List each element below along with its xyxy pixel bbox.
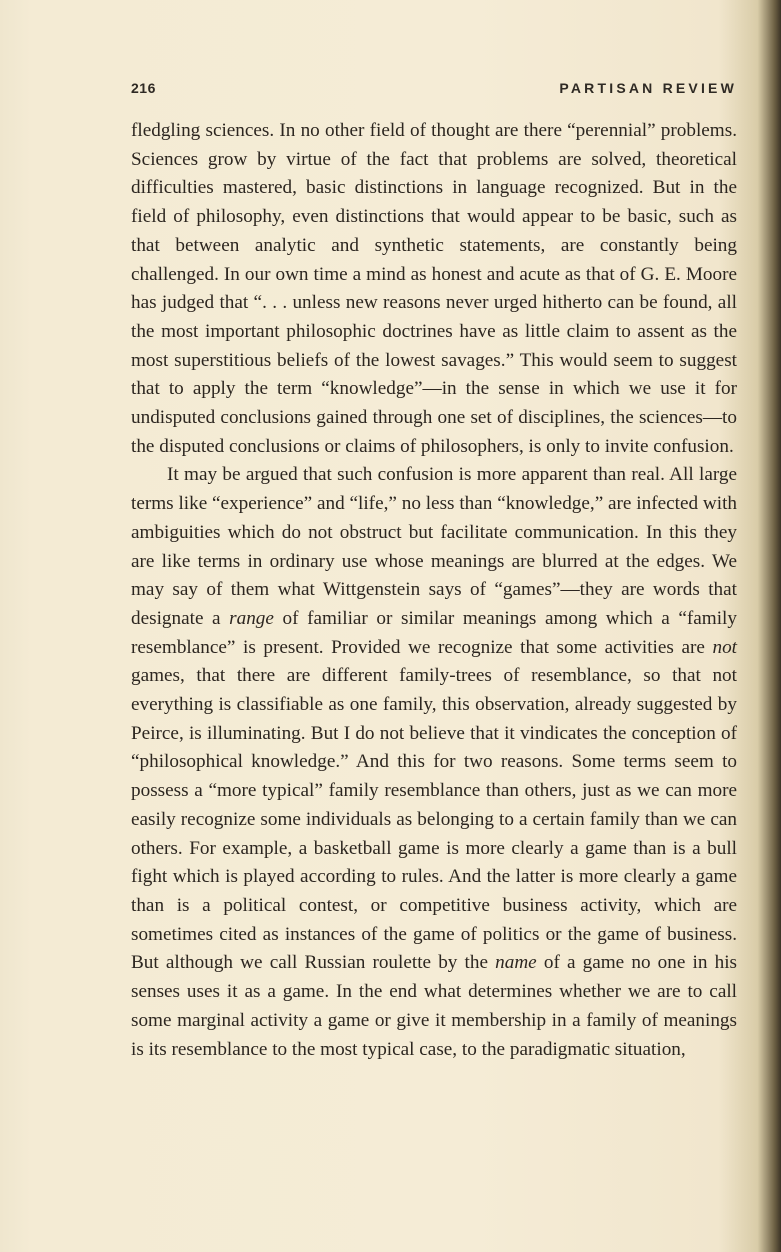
paragraph-1 xyxy=(131,117,737,461)
paragraph-text: games, that there are different family-trees of resemblance, so that not everything is classifiable as one family, this observation, already suggested by Peirce, is illuminating. But I do not believe that it vindicates the conception of “philosophical knowledge.” And this for two reasons. Some terms seem to possess a “more typical” family resemblance than others, just as we can more easily recognize some individuals as belonging to a certain family than we can others. For example, a basketball game is more clearly a game than is a bull fight which is played according to rules. And the latter is more clearly a game than is a political contest, or competitive business activity, which are sometimes cited as instances of the game of politics or the game of business. But although we call Russian roulette by the xyxy=(131,665,737,974)
emphasis-name: name xyxy=(495,952,537,974)
page-number: 216 xyxy=(131,80,156,96)
emphasis-range: range xyxy=(229,607,274,629)
body-text xyxy=(131,117,737,1064)
paragraph-2 xyxy=(131,461,737,1064)
emphasis-not: not xyxy=(712,636,737,658)
page-header xyxy=(131,80,737,102)
paragraph-text: of familiar or similar meanings among which a “family resemblance” is present. Provided we recognize that some activities are xyxy=(131,607,737,658)
paragraph-text: of a game no one in his senses uses it as a game. In the end what determines whether we are to call some marginal activity a game or give it membership in a family of meanings is its resemblance to the most typical case, to the paradigmatic situation, xyxy=(131,952,738,1060)
paragraph-text: fledgling sciences. In no other field of thought are there “perennial” problems. Sciences grow by virtue of the fact that problems are solved, theoretical difficulties mastered, basic distinctions in language recognized. But in the field of philosophy, even distinctions that would appear to be basic, such as that between analytic and synthetic statements, are constantly being challenged. In our own time a mind as honest and acute as that of G. E. Moore has judged that “. . . unless new reasons never urged hitherto can be found, all the most important philosophic doctrines have as little claim to assent as the most superstitious beliefs of the lowest savages.” This would seem to suggest that to apply the term “knowledge”—in the sense in which we use it for undisputed conclusions gained through one set of disciplines, the sciences—to the disputed conclusions or claims of philosophers, is only to invite confusion. xyxy=(131,120,737,457)
paragraph-text: It may be argued that such confusion is more apparent than real. All large terms like “experience” and “life,” no less than “knowledge,” are infected with ambiguities which do not obstruct but facilitate communication. In this they are like terms in ordinary use whose meanings are blurred at the edges. We may say of them what Wittgenstein says of “games”—they are words that designate a xyxy=(131,464,737,629)
running-head: PARTISAN REVIEW xyxy=(559,80,737,96)
